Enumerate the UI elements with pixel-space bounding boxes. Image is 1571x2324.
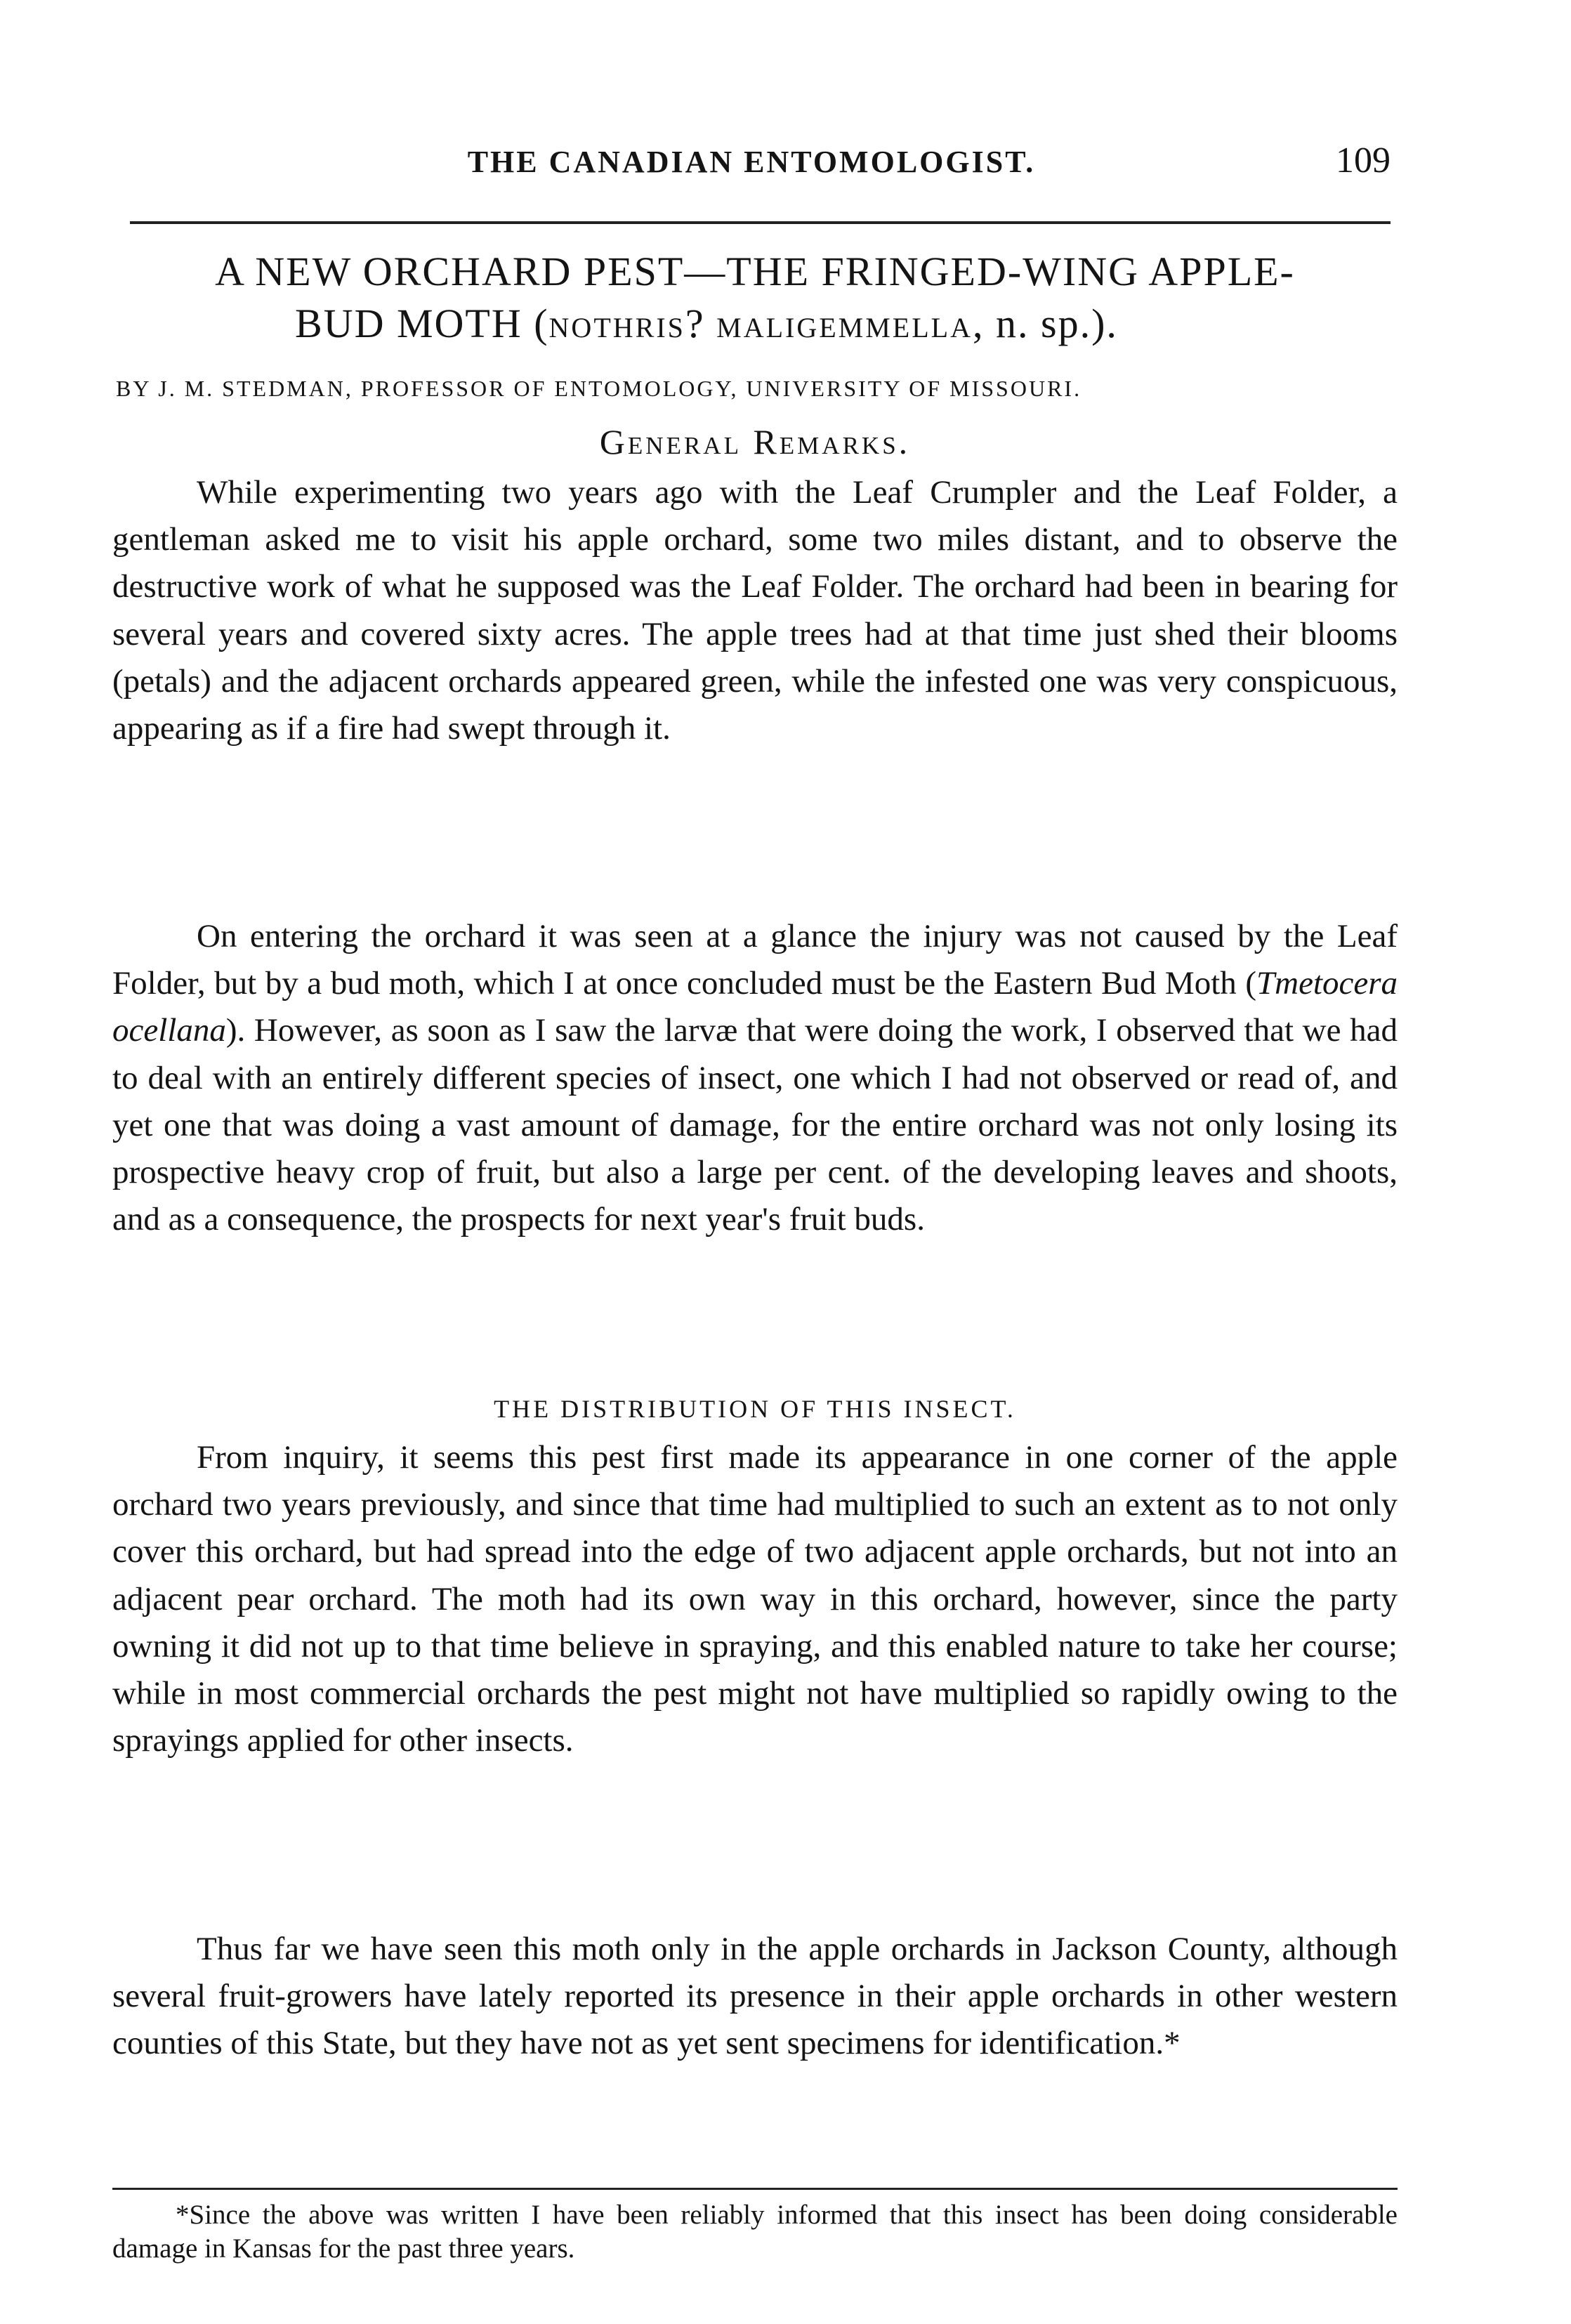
journal-title: THE CANADIAN ENTOMOLOGIST. [467, 145, 1036, 179]
species-name: MALIGEMMELLA [716, 312, 973, 343]
paragraph-2 [112, 913, 1398, 1243]
genus-name: NOTHRIS [548, 312, 685, 343]
paragraph-2-text-a: On entering the orchard it was seen at a glance the injury was not caused by the Leaf Folder, but by a bud moth, which I at once concluded must be the Eastern Bud Moth ( [112, 918, 1398, 1002]
species-italic: Tmetocera ocellana [112, 965, 1398, 1049]
page-number: 109 [1336, 140, 1391, 180]
author-byline: BY J. M. STEDMAN, PROFESSOR OF ENTOMOLOGY, UNIVERSITY OF MISSOURI. [116, 376, 1082, 401]
article-title [112, 246, 1398, 354]
section-heading-general-remarks: General Remarks. [599, 422, 911, 461]
paragraph-2-text-b: ). However, as soon as I saw the larvæ that were doing the work, I observed that we had to deal with an entirely different species of insect, one which I had not observed or read of, and yet one that was doing a vast amount of damage, for the entire orchard was not only losing its prospective heavy crop of fruit, but also a large per cent. of the developing leaves and shoots, and as a consequence, the prospects for next year's fruit buds. [112, 1012, 1398, 1238]
running-head [112, 140, 1391, 193]
paragraph-1: While experimenting two years ago with the Leaf Crumpler and the Leaf Folder, a gentleman asked me to visit his apple orchard, some two miles distant, and to observe the destructive work of what he supposed was the Leaf Folder. The orchard had been in bearing for several years and covered sixty acres. The apple trees had at that time just shed their blooms (petals) and the adjacent orchards appeared green, while the infested one was very conspicuous, appearing as if a fire had swept through it. [112, 474, 1398, 747]
footnote: *Since the above was written I have been reliably informed that this insect has been doing considerable damage in Kansas for the past three years. [112, 2200, 1398, 2264]
paragraph-3: From inquiry, it seems this pest first made its appearance in one corner of the apple orchard two years previously, and since that time had multiplied to such an extent as to not only cover this orchard, but had spread into the edge of two adjacent apple orchards, but not into an adjacent pear orchard. The moth had its own way in this orchard, however, since the party owning it did not up to that time believe in spraying, and this enabled nature to take her course; while in most commercial orchards the pest might not have multiplied so rapidly owing to the sprayings applied for other insects. [112, 1439, 1398, 1759]
title-text-b: ? [685, 301, 717, 346]
article-title-line-1: A NEW ORCHARD PEST—THE FRINGED-WING APPLE- [215, 249, 1295, 294]
section-heading-distribution: THE DISTRIBUTION OF THIS INSECT. [494, 1395, 1016, 1423]
title-text-a: BUD MOTH ( [295, 301, 549, 346]
title-text-c: , n. sp.). [973, 301, 1118, 346]
footnote-rule [112, 2188, 1398, 2190]
paragraph-4: Thus far we have seen this moth only in the apple orchards in Jackson County, although several fruit-growers have lately reported its presence in their apple orchards in other western counties of this State, but they have not as yet sent specimens for identification.* [112, 1931, 1398, 2062]
header-rule [130, 221, 1391, 224]
article-title-line-2 [112, 298, 1398, 354]
